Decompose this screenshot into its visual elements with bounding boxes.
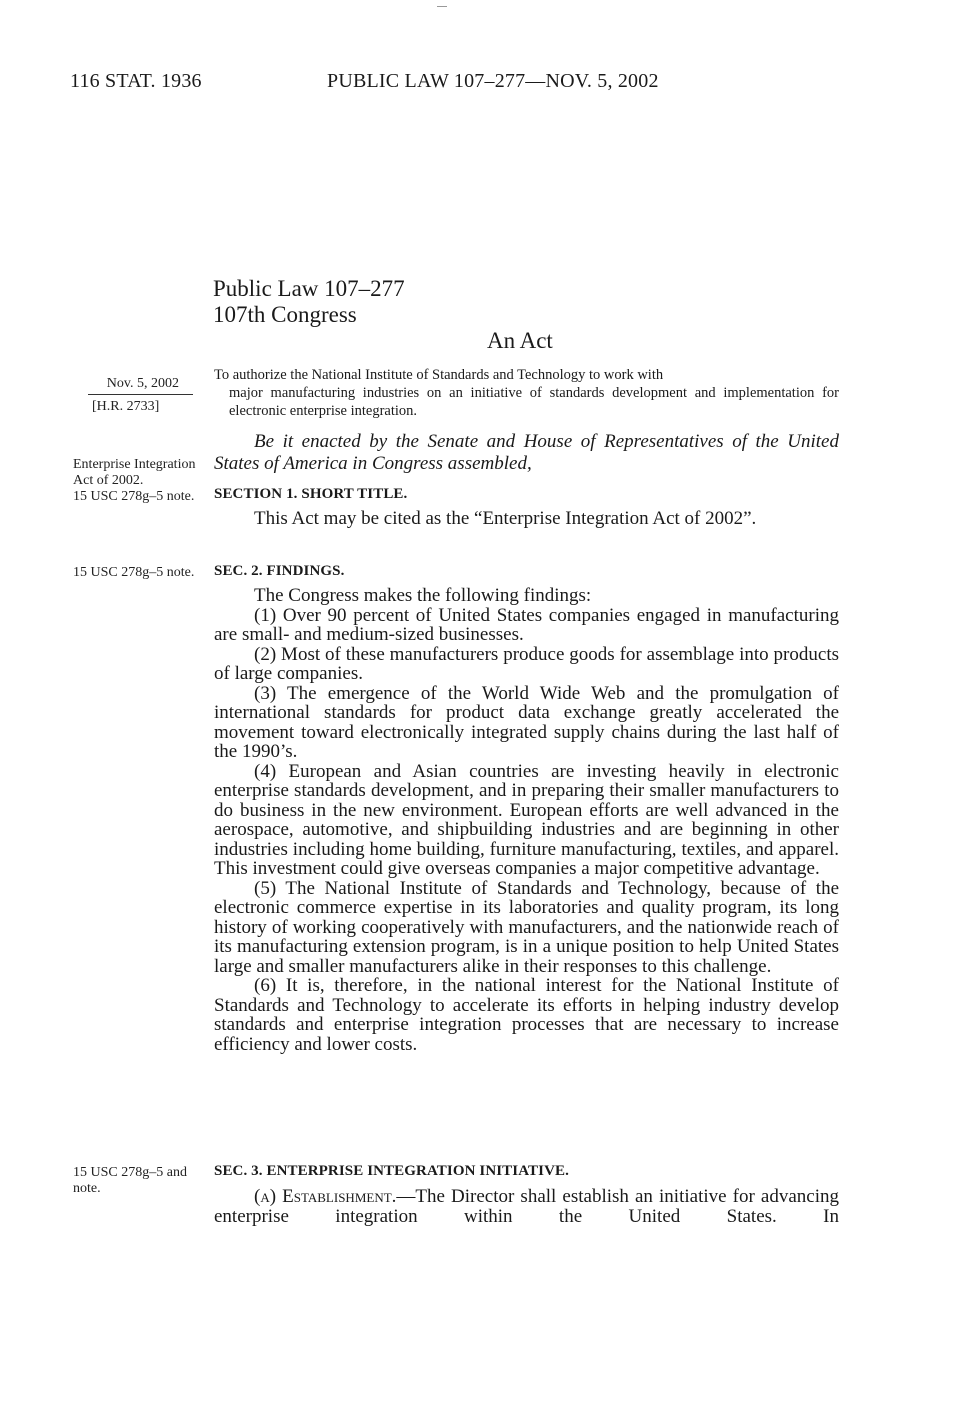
subsection-a-label: (a) Establishment. [254, 1186, 397, 1207]
finding-item [214, 976, 839, 1054]
margin-date-note [88, 376, 193, 415]
enacting-clause-text: Be it enacted by the Senate and House of Representatives of the United States of America in Congress assembled, [214, 431, 839, 474]
congress-number: 107th Congress [213, 302, 357, 327]
finding-item [214, 606, 839, 645]
section-2-heading: SEC. 2. FINDINGS. [214, 563, 345, 579]
margin-sec2-note: 15 USC 278g–5 note. [73, 565, 195, 580]
purpose-line-1: To authorize the National Institute of Standards and Technology to work with [214, 367, 664, 383]
margin-sec3-note: 15 USC 278g–5 and note. [73, 1165, 187, 1196]
law-title-block [213, 276, 405, 328]
short-title-note: Enterprise Integration Act of 2002. [73, 457, 196, 488]
section-3-heading: SEC. 3. ENTERPRISE INTEGRATION INITIATIVE. [214, 1163, 569, 1179]
finding-2-text: (2) Most of these manufacturers produce goods for assemblage into products of large companies. [214, 643, 839, 684]
finding-5-text: (5) The National Institute of Standards and Technology, because of the electronic commerce expertise in its laboratories and quality program, its long history of working cooperatively with manufacturers, and the nationwide reach of its manufacturing extension program, is in a unique position to help United States large and smaller manufacturers alike in their responses to this challenge. [214, 877, 839, 977]
bill-number: [H.R. 2733] [92, 399, 160, 414]
finding-4-text: (4) European and Asian countries are investing heavily in electronic enterprise standards development, and in preparing their smaller manufacturers to do business in the new environment. European efforts are well advanced in the aerospace, automotive, and shipbuilding industries and are beginning in other industries including home building, furniture manufacturing, textiles, and apparel. This investment could give overseas companies a major competitive advantage. [214, 760, 839, 879]
findings-list [214, 586, 839, 1054]
section-1-text: This Act may be cited as the “Enterprise Integration Act of 2002”. [254, 508, 757, 529]
finding-item [214, 762, 839, 879]
page-reference: 116 STAT. 1936 [70, 70, 202, 92]
purpose-clause [214, 366, 839, 420]
purpose-continuation: major manufacturing industries on an initiative of standards development and implementation for electronic enterprise integration. [229, 385, 839, 419]
finding-3-text: (3) The emergence of the World Wide Web and the promulgation of international standards for product data exchange greatly accelerated the movement toward electronically integrated supply chains during the last half of the 1990’s. [214, 682, 839, 762]
finding-item [214, 684, 839, 762]
section-1-heading: SECTION 1. SHORT TITLE. [214, 486, 408, 502]
finding-item [214, 645, 839, 684]
act-heading: An Act [487, 328, 553, 353]
finding-1-text: (1) Over 90 percent of United States companies engaged in manufacturing are small- and medium-sized businesses. [214, 604, 839, 645]
enacting-clause [214, 431, 839, 475]
section-3-text [214, 1187, 839, 1227]
finding-item [214, 879, 839, 977]
running-header: PUBLIC LAW 107–277—NOV. 5, 2002 [327, 70, 659, 92]
scan-mark [437, 6, 447, 7]
findings-intro: The Congress makes the following findings: [254, 585, 592, 606]
finding-6-text: (6) It is, therefore, in the national interest for the National Institute of Standards and Technology to accelerate its efforts in helping industry develop standards and enterprise integration processes that are necessary to increase efficiency and lower costs. [214, 975, 839, 1055]
short-title-citation: 15 USC 278g–5 note. [73, 489, 195, 504]
public-law-number: Public Law 107–277 [213, 276, 405, 301]
margin-short-title-note [73, 457, 203, 505]
enactment-date: Nov. 5, 2002 [88, 376, 193, 395]
subsection-a-text: —The Director shall establish an initiative for advancing enterprise integration within the United States. In [214, 1186, 839, 1227]
